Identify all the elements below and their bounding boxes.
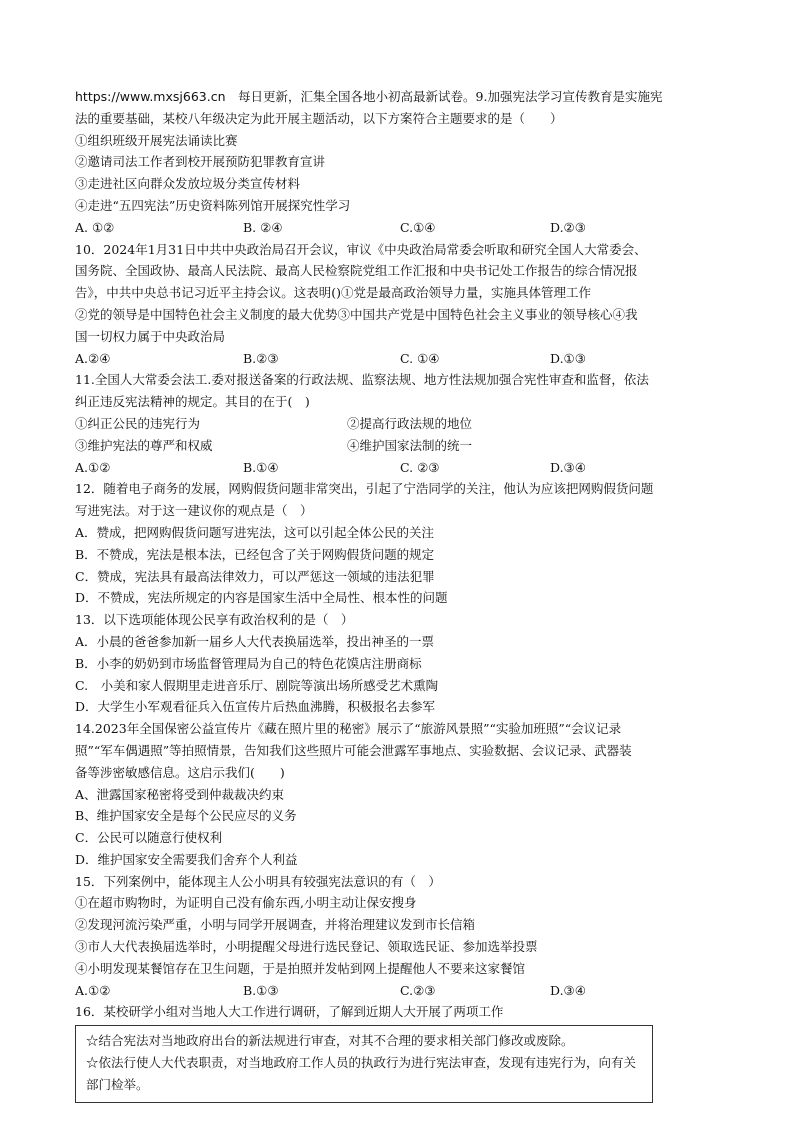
q14-option-a: A、泄露国家秘密将受到仲裁裁决约束: [75, 786, 285, 802]
q11-items-row-2: [75, 435, 720, 457]
q15-option-b: B.①③: [243, 982, 279, 998]
q9-item-4: ④走进“五四宪法”历史资料陈列馆开展探究性学习: [75, 197, 351, 213]
q9-option-b: B. ②④: [243, 219, 283, 235]
q15-stem: 15．下列案例中，能体现主人公小明具有较强宪法意识的有（ ）: [75, 873, 441, 889]
q12-option-b: B．不赞成，宪法是根本法，已经包含了关于网购假货问题的规定: [75, 546, 435, 562]
q10-option-c: C. ①④: [400, 350, 440, 366]
q14-option-b: B、维护国家安全是每个公民应尽的义务: [75, 808, 297, 824]
q11-item-2: ②提高行政法规的地位: [347, 415, 473, 431]
q10-stem-5: 国一切权力属于中央政治局: [75, 328, 226, 344]
q13-option-c: C. 小美和家人假期里走进音乐厅、剧院等演出场所感受艺术熏陶: [75, 677, 439, 693]
q9-option-a: A. ①②: [75, 219, 115, 235]
q13-stem: 13．以下选项能体现公民享有政治权利的是（ ）: [75, 612, 354, 628]
q16-box-item-2: ☆依法行使人大代表职责，对当地政府工作人员的执政行为进行宪法审查，发现有违宪行为，向有关部门检举。: [86, 1055, 637, 1093]
q10-options: [75, 348, 720, 370]
q14-stem-3: 备等涉密敏感信息。这启示我们( ): [75, 764, 285, 780]
q10-option-b: B.②③: [243, 350, 279, 366]
q10-option-d: D.①③: [550, 350, 586, 366]
q12-stem-2: 写进宪法。对于这一建议你的观点是（ ）: [75, 503, 313, 519]
q9-option-c: C.①④: [400, 219, 436, 235]
q15-option-a: A.①②: [75, 982, 111, 998]
q14-stem-1: 14.2023年全国保密公益宣传片《藏在照片里的秘密》展示了“旅游风景照”“实验加班照”“会议记录: [75, 721, 622, 737]
q11-item-1: ①纠正公民的违宪行为: [75, 415, 201, 431]
q12-option-c: C．赞成，宪法具有最高法律效力，可以严惩这一领域的违法犯罪: [75, 568, 435, 584]
q11-stem-1: 11.全国人大常委会法工.委对报送备案的行政法规、监察法规、地方性法规加强合宪性审查和监督，依法: [75, 372, 649, 388]
q11-stem-2: 纠正违反宪法精神的规定。其目的在于( ): [75, 394, 310, 410]
exam-page: [75, 86, 720, 1103]
q11-items-row-1: [75, 413, 720, 435]
header-line: [75, 86, 720, 108]
q9-item-2: ②邀请司法工作者到校开展预防犯罪教育宣讲: [75, 154, 326, 170]
q10-stem-4: ②党的领导是中国特色社会主义制度的最大优势③中国共产党是中国特色社会主义事业的领导核心④我: [75, 306, 638, 322]
q16-info-box: [75, 1025, 653, 1103]
q11-item-3: ③维护宪法的尊严和权威: [75, 437, 213, 453]
q14-option-d: D．维护国家安全需要我们舍弃个人利益: [75, 851, 298, 867]
q9-item-1: ①组织班级开展宪法诵读比赛: [75, 132, 238, 148]
q9-stem-2: 法的重要基础，某校八年级决定为此开展主题活动，以下方案符合主题要求的是（ ）: [75, 110, 563, 126]
q16-box-item-1: ☆结合宪法对当地政府出台的新法规进行审查，对其不合理的要求相关部门修改或废除。: [86, 1033, 574, 1049]
q11-option-b: B.①④: [243, 459, 279, 475]
q11-option-a: A.①②: [75, 459, 111, 475]
q10-stem-1: 10．2024年1月31日中共中央政治局召开会议，审议《中央政治局常委会听取和研究全国人大常委会、: [75, 241, 647, 257]
q14-option-c: C．公民可以随意行使权利: [75, 830, 223, 846]
q10-option-a: A.②④: [75, 350, 111, 366]
source-url[interactable]: https://www.mxsj663.cn: [75, 89, 226, 104]
q12-option-d: D．不赞成，宪法所规定的内容是国家生活中全局性、根本性的问题: [75, 590, 448, 606]
q11-option-c: C. ②③: [400, 459, 440, 475]
q10-stem-3: 告》，中共中央总书记习近平主持会议。这表明()①党是最高政治领导力量，实施具体管理工作: [75, 285, 592, 301]
q11-item-4: ④维护国家法制的统一: [347, 437, 473, 453]
q14-stem-2: 照”“军车偶遇照”等拍照情景，告知我们这些照片可能会泄露军事地点、实验数据、会议记录、武器装: [75, 742, 632, 758]
q15-option-c: C.②③: [400, 982, 436, 998]
q13-option-a: A．小晨的爸爸参加新一届乡人大代表换届选举，投出神圣的一票: [75, 633, 435, 649]
q15-item-3: ③市人大代表换届选举时，小明提醒父母进行选民登记、领取选民证、参加选举投票: [75, 939, 538, 955]
q15-item-4: ④小明发现某餐馆存在卫生问题，于是拍照并发帖到网上提醒他人不要来这家餐馆: [75, 960, 526, 976]
q15-item-1: ①在超市购物时，为证明自己没有偷东西,小明主动让保安搜身: [75, 895, 417, 911]
q9-item-3: ③走进社区向群众发放垃圾分类宣传材料: [75, 176, 301, 192]
q9-stem-1: 9.加强宪法学习宣传教育是实施宪: [475, 89, 663, 104]
q13-option-d: D．大学生小军观看征兵入伍宣传片后热血沸腾，积极报名去参军: [75, 699, 436, 715]
q15-options: [75, 980, 720, 1002]
q11-option-d: D.③④: [550, 459, 586, 475]
q12-stem-1: 12．随着电子商务的发展，网购假货问题非常突出，引起了宁浩同学的关注，他认为应该把网购假货问题: [75, 481, 654, 497]
q9-options: [75, 217, 720, 239]
q9-option-d: D.②③: [550, 219, 586, 235]
q10-stem-2: 国务院、全国政协、最高人民法院、最高人民检察院党组工作汇报和中央书记处工作报告的综合情况报: [75, 263, 638, 279]
q13-option-b: B．小李的奶奶到市场监督管理局为自己的特色花馍店注册商标: [75, 655, 422, 671]
q15-option-d: D.③④: [550, 982, 586, 998]
q11-options: [75, 457, 720, 479]
q15-item-2: ②发现河流污染严重，小明与同学开展调查，并将治理建议发到市长信箱: [75, 917, 476, 933]
q12-option-a: A．赞成，把网购假货问题写进宪法，这可以引起全体公民的关注: [75, 524, 435, 540]
q16-stem: 16．某校研学小组对当地人大工作进行调研，了解到近期人大开展了两项工作: [75, 1004, 504, 1020]
site-tagline: 每日更新，汇集全国各地小初高最新试卷。: [238, 89, 476, 104]
